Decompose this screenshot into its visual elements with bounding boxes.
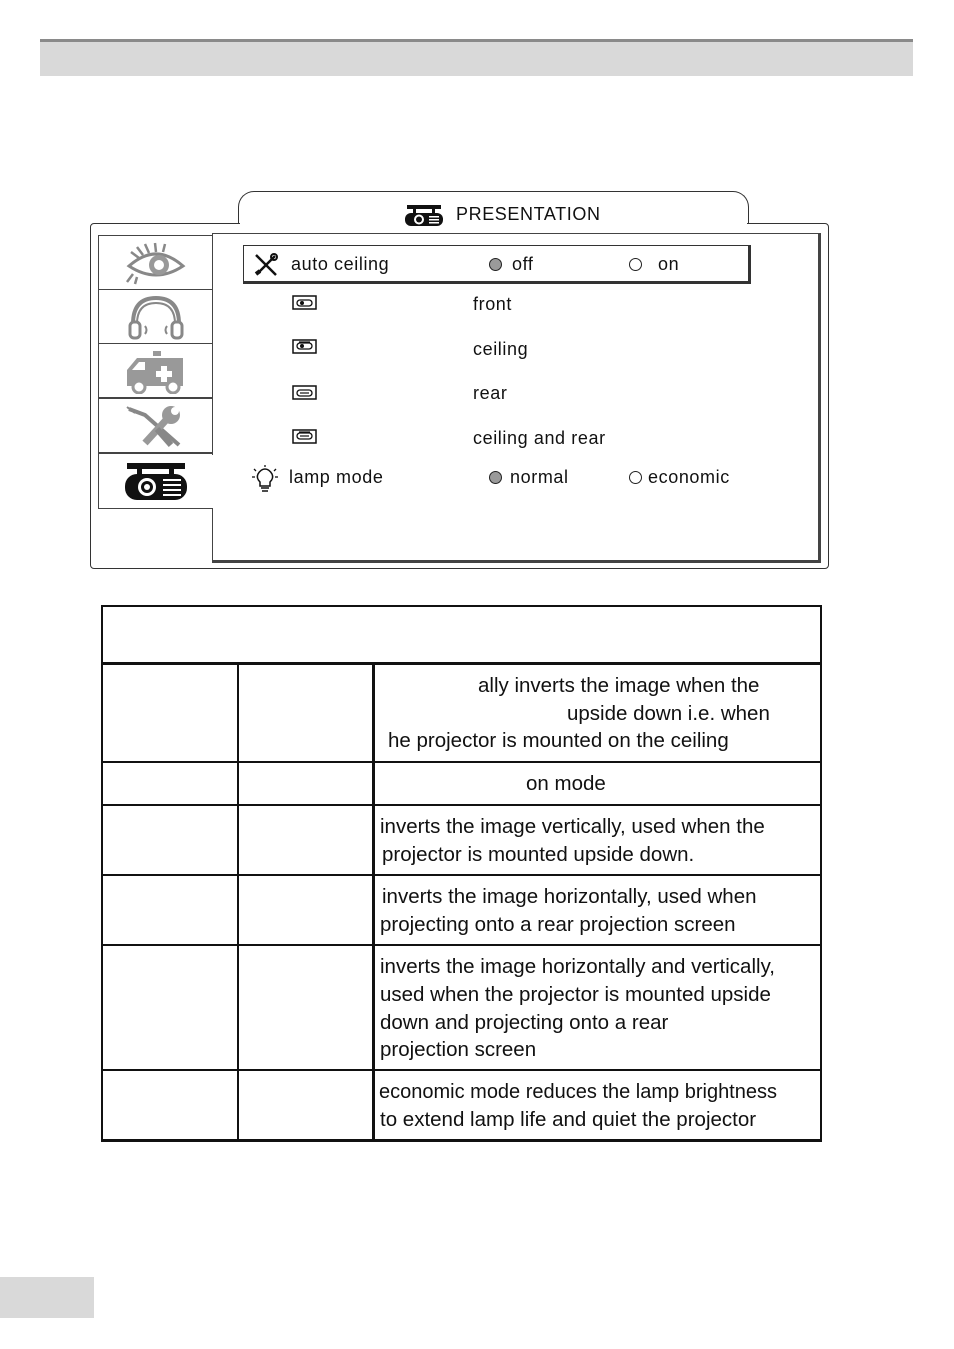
auto-ceiling-on-label: on — [658, 254, 680, 274]
orientation-ceiling[interactable]: ceiling — [473, 339, 529, 359]
ceiling-projection-icon — [292, 339, 317, 354]
tab-presentation[interactable] — [98, 453, 212, 509]
table-row-4-line-1: inverts the image horizontally, used when — [382, 885, 757, 908]
tab-setup[interactable] — [98, 398, 212, 453]
tools-icon — [123, 403, 189, 449]
headphones-icon — [125, 294, 187, 340]
table-row-3-line-2: projector is mounted upside down. — [382, 843, 695, 866]
lamp-mode-normal-label: normal — [510, 467, 569, 487]
orientation-rear[interactable]: rear — [473, 383, 508, 403]
table-row-5-line-4: projection screen — [380, 1038, 537, 1061]
lamp-mode-label: lamp mode — [289, 467, 384, 487]
auto-ceiling-on-radio[interactable] — [629, 258, 642, 271]
table-row-6-line-1: economic mode reduces the lamp brightness — [379, 1081, 777, 1103]
lamp-icon — [252, 465, 278, 493]
tab-audio[interactable] — [98, 289, 212, 344]
tab-picture[interactable] — [98, 235, 212, 290]
lamp-mode-economic-radio[interactable] — [629, 471, 642, 484]
table-row-6-line-2: to extend lamp life and quiet the projector — [380, 1108, 757, 1131]
menu-title: PRESENTATION — [456, 204, 601, 224]
table-row-5-line-2: used when the projector is mounted upside — [380, 983, 771, 1006]
table-row-2-line-1: on mode — [526, 772, 606, 795]
ceiling-rear-projection-icon — [292, 429, 317, 444]
table-row-3-line-1: inverts the image vertically, used when the — [380, 815, 765, 838]
table-row-5-line-3: down and projecting onto a rear — [380, 1011, 669, 1034]
eye-icon — [123, 240, 189, 286]
auto-ceiling-off-radio[interactable] — [489, 258, 502, 271]
lamp-mode-economic-label: economic — [648, 467, 730, 487]
table-row-4-line-2: projecting onto a rear projection screen — [380, 913, 736, 936]
ambulance-icon — [123, 348, 189, 394]
auto-ceiling-label: auto ceiling — [291, 254, 390, 274]
auto-ceiling-off-label: off — [512, 254, 534, 274]
wrench-screwdriver-icon — [253, 252, 279, 278]
table-row-5-line-1: inverts the image horizontally and vertically, — [380, 955, 775, 978]
tab-feature[interactable] — [98, 343, 212, 398]
table-row-1-line-3: he projector is mounted on the ceiling — [388, 729, 729, 752]
rear-projection-icon — [292, 385, 317, 400]
orientation-ceiling-and-rear[interactable]: ceiling and rear — [473, 428, 606, 448]
table-row-1-line-1: ally inverts the image when the — [478, 674, 760, 697]
front-projection-icon — [292, 295, 317, 310]
projector-tab-icon — [123, 458, 189, 504]
orientation-front[interactable]: front — [473, 294, 513, 314]
header-bar — [40, 39, 913, 76]
page-number-block — [0, 1277, 94, 1318]
lamp-mode-normal-radio[interactable] — [489, 471, 502, 484]
table-row-1-line-2: upside down i.e. when — [567, 702, 770, 725]
projector-icon — [403, 204, 445, 228]
